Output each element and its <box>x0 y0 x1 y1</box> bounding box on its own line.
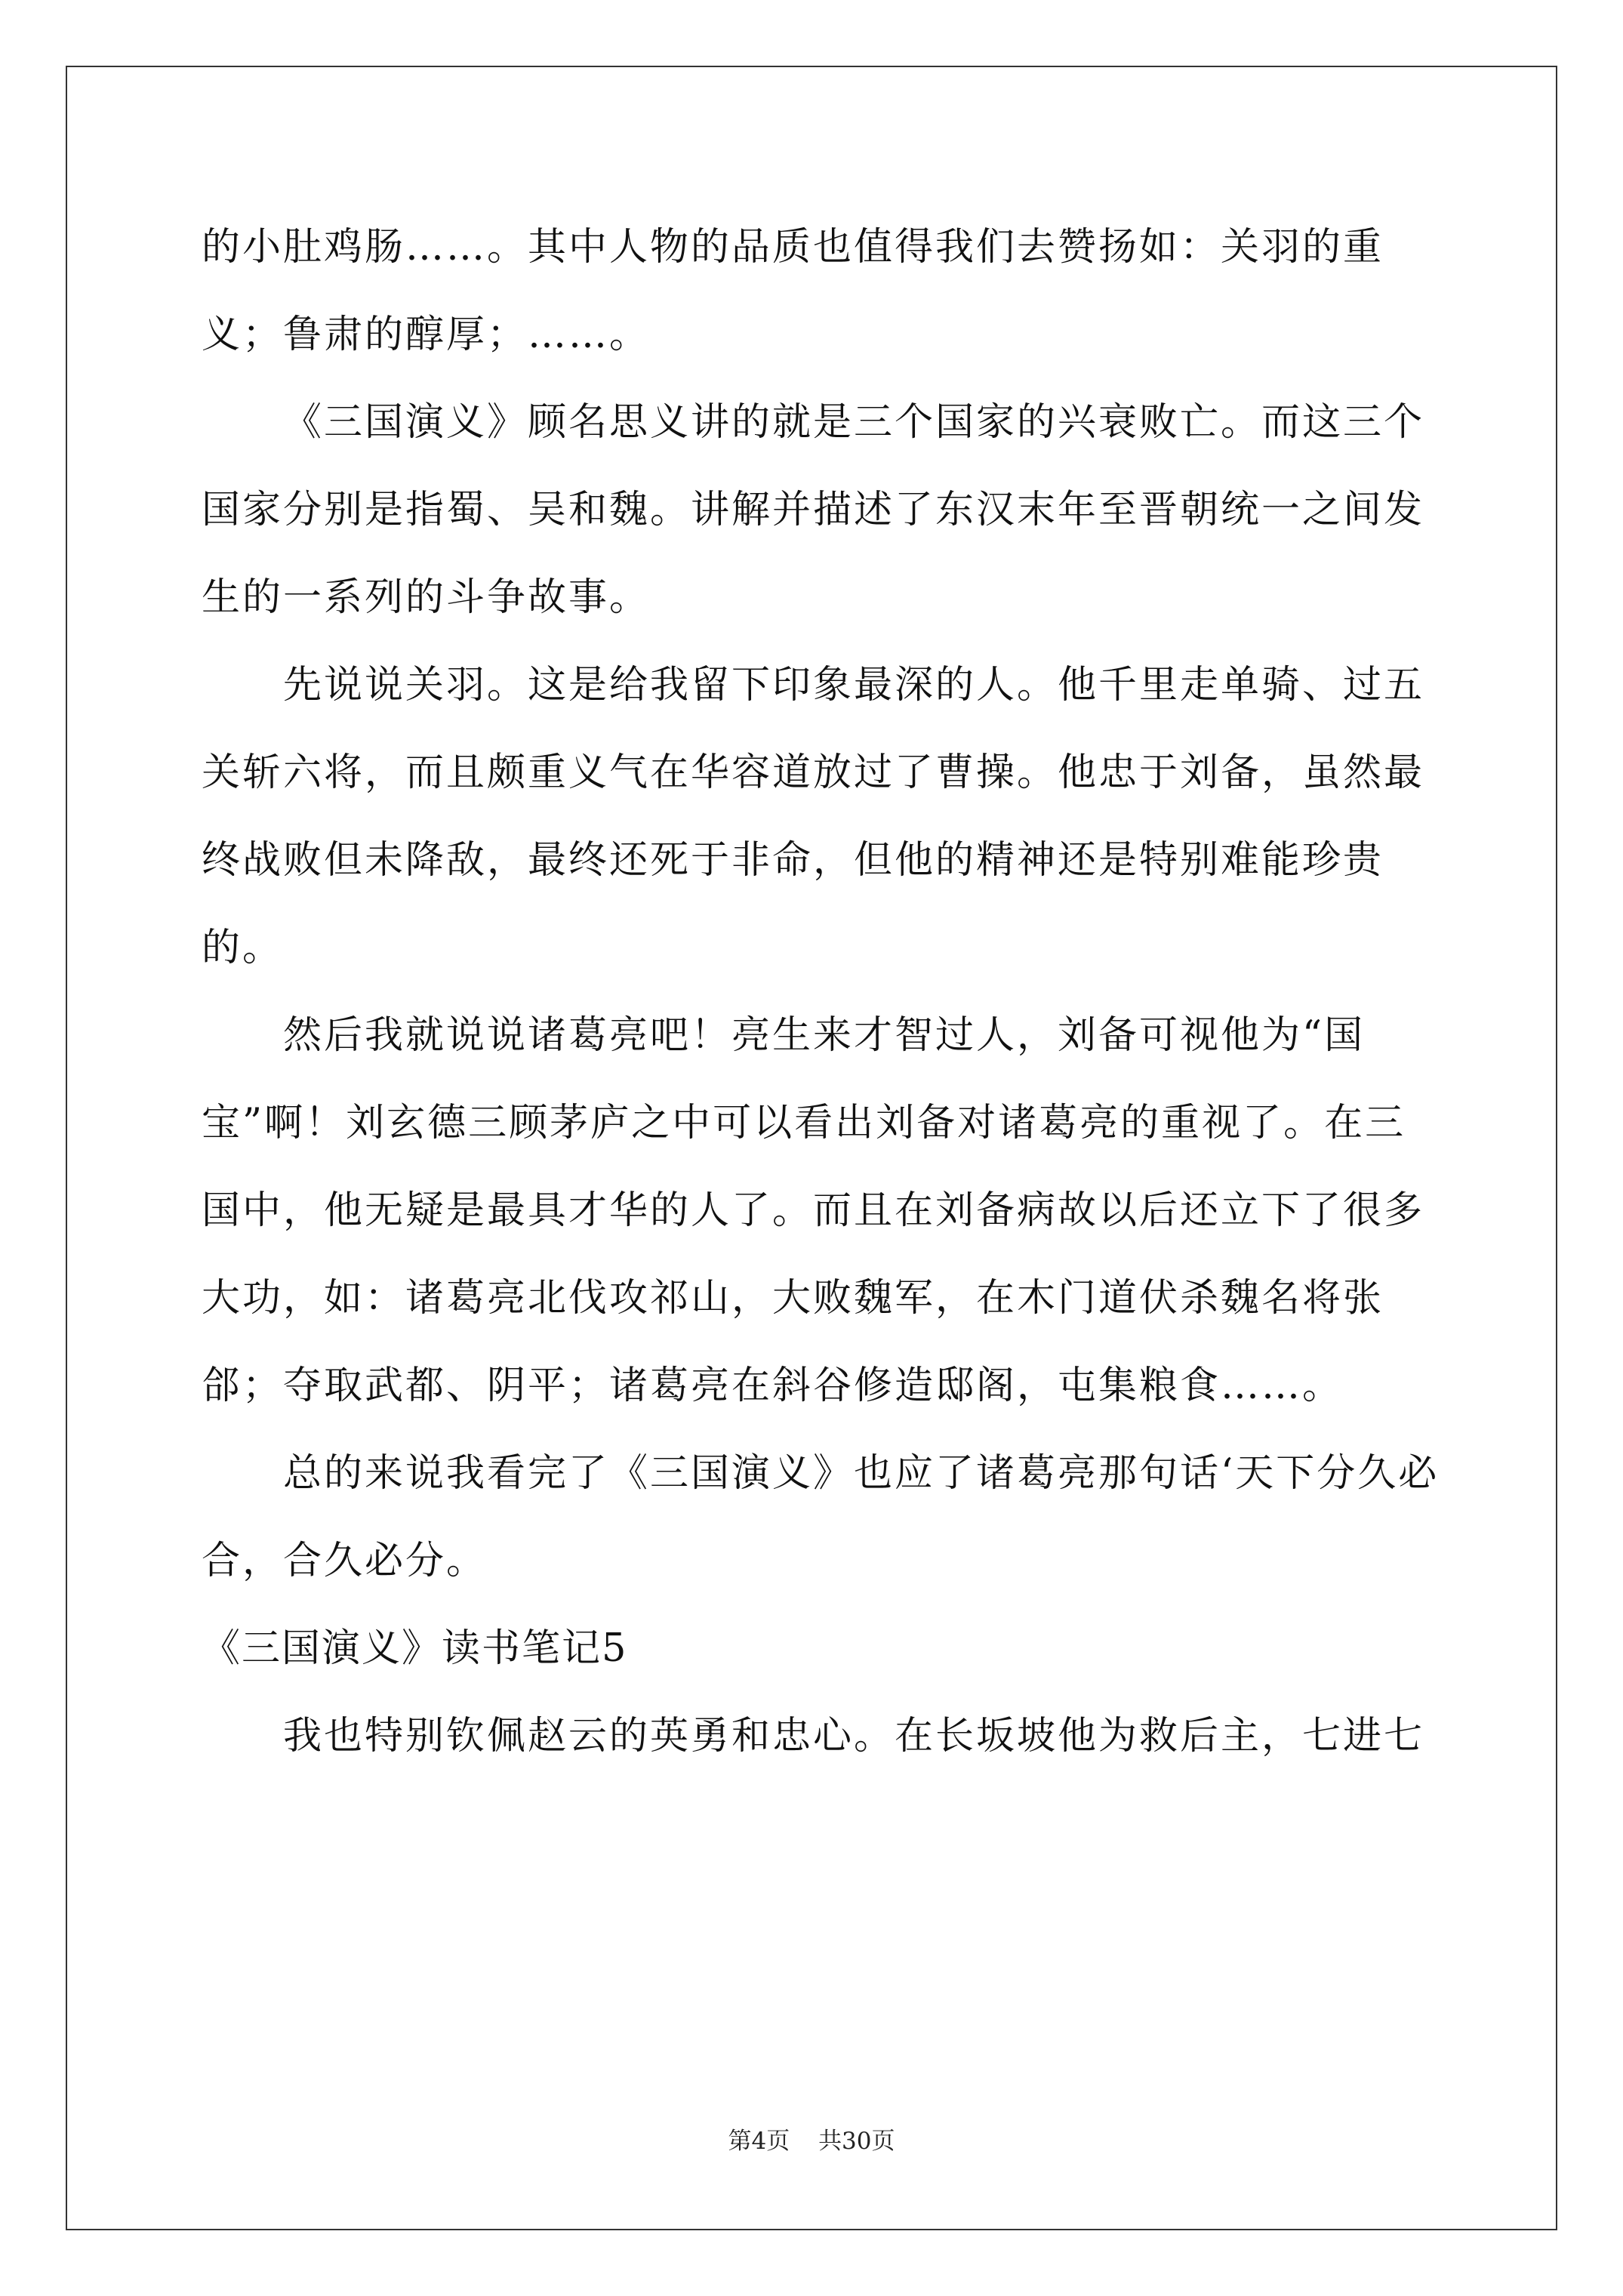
page-number: 第4页 <box>728 2128 790 2155</box>
paragraph-3: 先说说关羽。这是给我留下印象最深的人。他千里走单骑、过五关斩六将，而且颇重义气在华容道放过了曹操。他忠于刘备，虽然最终战败但未降敌，最终还死于非命，但他的精神还是特别难能珍贵的。 <box>202 663 1425 970</box>
paragraph-5: 总的来说我看完了《三国演义》也应了诸葛亮那句话‘天下分久必合，合久必分。 <box>202 1451 1440 1583</box>
section-heading: 《三国演义》读书笔记5 <box>202 1626 628 1671</box>
page-footer <box>0 2122 1623 2156</box>
page-total: 共30页 <box>818 2128 895 2155</box>
paragraph-4: 然后我就说说诸葛亮吧！亮生来才智过人，刘备可视他为“国宝”啊！刘玄德三顾茅庐之中可以看出刘备对诸葛亮的重视了。在三国中，他无疑是最具才华的人了。而且在刘备病故以后还立下了很多大功，如：诸葛亮北伐攻祁山，大败魏军，在木门道伏杀魏名将张郃；夺取武都、阴平；诸葛亮在斜谷修造邸阁，屯集粮食……。 <box>202 1013 1425 1408</box>
document-body <box>202 204 1440 1780</box>
paragraph-1: 的小肚鸡肠……。其中人物的品质也值得我们去赞扬如：关羽的重义；鲁肃的醇厚；……。 <box>202 225 1384 357</box>
paragraph-2: 《三国演义》顾名思义讲的就是三个国家的兴衰败亡。而这三个国家分别是指蜀、吴和魏。讲解并描述了东汉末年至晋朝统一之间发生的一系列的斗争故事。 <box>202 400 1425 620</box>
paragraph-6: 我也特别钦佩赵云的英勇和忠心。在长坂坡他为救后主，七进七 <box>283 1714 1425 1758</box>
